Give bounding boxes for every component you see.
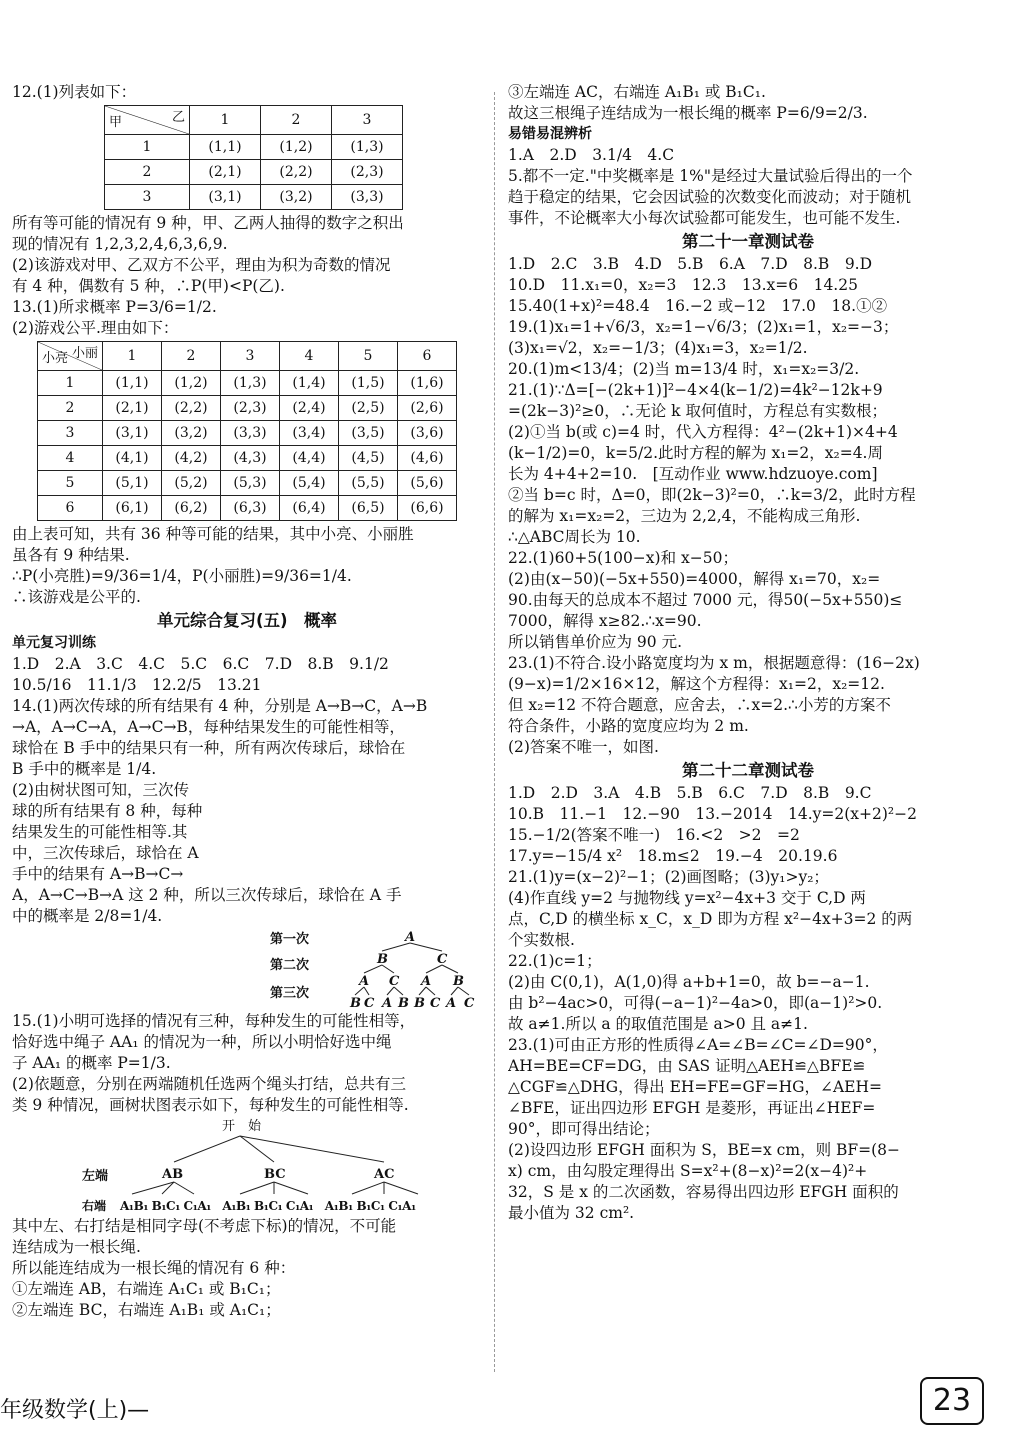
text-line: 1.D 2.A 3.C 4.C 5.C 6.C 7.D 8.B 9.1/2	[12, 655, 389, 673]
ball-tree-diagram	[12, 927, 482, 1011]
table-corner-cell	[38, 342, 103, 371]
text-line: 所以销售单价应为 90 元.	[508, 633, 683, 651]
table-cell: (6,1)	[103, 496, 162, 521]
text-line: 由上表可知，共有 36 种等可能的结果，其中小亮、小丽胜	[12, 525, 414, 543]
table-corner-top: 小丽	[71, 346, 98, 361]
text-line: B 手中的概率是 1/4.	[12, 760, 157, 778]
table-header-cell: 1	[103, 342, 162, 371]
text-line: 现的情况有 1,2,3,2,4,6,3,6,9.	[12, 235, 228, 253]
rope-tree-diagram	[12, 1116, 482, 1216]
text-line: 7000，解得 x≥82.∴x=90.	[508, 612, 702, 630]
tree-node-b: B	[414, 996, 425, 1011]
table-cell: (2,5)	[339, 396, 398, 421]
table-header-cell: 2	[261, 106, 332, 135]
table-cell: (4,3)	[221, 446, 280, 471]
table-header-cell: 4	[280, 342, 339, 371]
rope-tree-leaves: A₁B₁ B₁C₁ C₁A₁ A₁B₁ B₁C₁ C₁A₁ A₁B₁ B₁C₁ C₁A₁	[120, 1199, 416, 1213]
text-line: 15.40(1+x)²=48.4 16.−2 或−12 17.0 18.①②	[508, 297, 888, 315]
table-cell: (2,4)	[280, 396, 339, 421]
table-cell: (1,2)	[162, 371, 221, 396]
text-line: 19.(1)x₁=1+√6/3，x₂=1−√6/3；(2)x₁=1，x₂=−3；	[508, 318, 899, 336]
ch21-lines	[508, 254, 988, 758]
table-header-cell: 3	[221, 342, 280, 371]
text-line: ∠BFE，证出四边形 EFGH 是菱形，再证出∠HEF=	[508, 1099, 876, 1117]
table-cell: 5	[38, 471, 103, 496]
text-line: 点，C,D 的横坐标 x_C，x_D 即为方程 x²−4x+3=2 的两	[508, 910, 913, 928]
tree-level-label: 第二次	[270, 958, 310, 973]
table-cell: 2	[38, 396, 103, 421]
table-cell: (6,5)	[339, 496, 398, 521]
table-corner-left: 小亮	[42, 351, 69, 366]
table-cell: (2,1)	[103, 396, 162, 421]
text-line: ③左端连 AC，右端连 A₁B₁ 或 B₁C₁.	[508, 83, 766, 101]
q13-after-lines	[12, 524, 482, 608]
text-line: (2)游戏公平.理由如下：	[12, 319, 179, 337]
table-cell: (4,5)	[339, 446, 398, 471]
text-line: 5.都不一定."中奖概率是 1%"是经过大量试验后得出的一个	[508, 167, 913, 185]
tree-node-b: B	[453, 974, 464, 989]
text-line: 1.D 2.D 3.A 4.B 5.B 6.C 7.D 8.B 9.C	[508, 784, 872, 802]
table-cell: 6	[38, 496, 103, 521]
table-cell: (3,2)	[162, 421, 221, 446]
text-line: 连结成为一根长绳.	[12, 1238, 141, 1256]
table-corner-top: 乙	[171, 110, 185, 125]
table-cell: (2,2)	[162, 396, 221, 421]
text-line: 子 AA₁ 的概率 P=1/3.	[12, 1054, 171, 1072]
table-cell: (5,5)	[339, 471, 398, 496]
text-line: 长为 4+4+2=10. [互动作业 www.hdzuoye.com]	[508, 465, 878, 483]
page-number: 23	[920, 1377, 984, 1425]
text-line: (2)设四边形 EFGH 面积为 S，BE=x cm，则 BF=(8−	[508, 1141, 901, 1159]
table-cell: 3	[38, 421, 103, 446]
rope-tree-left-label: 左端	[82, 1169, 109, 1184]
text-line: 所有等可能的情况有 9 种，甲、乙两人抽得的数字之积出	[12, 214, 404, 232]
text-line: 22.(1)60+5(100−x)和 x−50；	[508, 549, 738, 567]
right-top-lines	[508, 82, 988, 124]
table-corner-cell	[105, 106, 190, 135]
tree-level-label: 第一次	[270, 932, 310, 947]
table-corner-left: 甲	[109, 115, 123, 130]
text-line: 20.(1)m<13/4；(2)当 m=13/4 时，x₁=x₂=3/2.	[508, 360, 860, 378]
table-cell: 2	[105, 160, 190, 185]
table-row	[38, 421, 457, 446]
column-divider	[494, 92, 496, 1372]
tree-node-c: C	[430, 996, 441, 1011]
text-line: 恰好选中绳子 AA₁ 的情况为一种，所以小明恰好选中绳	[12, 1033, 392, 1051]
text-line: 结果发生的可能性相等.其	[12, 823, 188, 841]
table-cell: (2,6)	[398, 396, 457, 421]
table-cell: 4	[38, 446, 103, 471]
text-line: 由 b²−4ac>0，可得(−a−1)²−4a>0，即(a−1)²>0.	[508, 994, 883, 1012]
table-cell: (1,3)	[221, 371, 280, 396]
tree-node-c: C	[464, 996, 475, 1011]
text-line: (2)由树状图可知，三次传	[12, 781, 189, 799]
text-line: 中的概率是 2/8=1/4.	[12, 907, 163, 925]
table-cell: (1,1)	[103, 371, 162, 396]
rope-tree-node-bc: BC	[264, 1167, 286, 1182]
text-line: 符合条件，小路的宽度应均为 2 m.	[508, 717, 749, 735]
table-row	[105, 185, 403, 210]
text-line: (3)x₁=√2，x₂=−1/3；(4)x₁=3，x₂=1/2.	[508, 339, 808, 357]
text-line: 球恰在 B 手中的结果只有一种，所有两次传球后，球恰在	[12, 739, 406, 757]
text-line: ∴△ABC周长为 10.	[508, 528, 641, 546]
table-cell: (3,5)	[339, 421, 398, 446]
tree-node-a: A	[405, 930, 416, 945]
table-cell: (6,3)	[221, 496, 280, 521]
table-cell: (2,3)	[221, 396, 280, 421]
table-row	[38, 471, 457, 496]
ch22-lines	[508, 783, 988, 1224]
table-cell: (5,4)	[280, 471, 339, 496]
table-cell: 1	[38, 371, 103, 396]
tree-node-a: A	[359, 974, 370, 989]
rope-tree-node-ab: AB	[162, 1167, 184, 1182]
tree-node-b: B	[350, 996, 361, 1011]
table-cell: (5,1)	[103, 471, 162, 496]
table-cell: (3,3)	[332, 185, 403, 210]
text-line: (4)作直线 y=2 与抛物线 y=x²−4x+3 交于 C,D 两	[508, 889, 866, 907]
q12-intro: 12.(1)列表如下：	[12, 83, 137, 101]
text-line: (k−1/2)=0，k=5/2.此时方程的解为 x₁=2，x₂=4.周	[508, 444, 883, 462]
right-column	[508, 82, 988, 1224]
rope-tree-lines	[12, 1116, 482, 1216]
text-line: 32，S 是 x 的二次函数，容易得出四边形 EFGH 面积的	[508, 1183, 899, 1201]
text-line: =(2k−3)²≥0，∴无论 k 取何值时，方程总有实数根；	[508, 402, 887, 420]
text-line: 虽各有 9 种结果.	[12, 546, 130, 564]
tree-node-c: C	[437, 952, 448, 967]
ch21-title: 第二十一章测试卷	[682, 232, 814, 251]
text-line: 个实数根.	[508, 931, 575, 949]
text-line: (2)答案不唯一，如图.	[508, 738, 659, 756]
text-line: 中，三次传球后，球恰在 A	[12, 844, 199, 862]
table-cell: (1,5)	[339, 371, 398, 396]
footer-book-title: 年级数学(上)—	[0, 1398, 150, 1423]
table-cell: (2,1)	[190, 160, 261, 185]
table-cell: (1,1)	[190, 135, 261, 160]
tree-node-a: A	[382, 996, 393, 1011]
text-line: x) cm，由勾股定理得出 S=x²+(8−x)²=2(x−4)²+	[508, 1162, 868, 1180]
text-line: (2)由 C(0,1)，A(1,0)得 a+b+1=0，故 b=−a−1.	[508, 973, 870, 991]
tree-node-a: A	[421, 974, 432, 989]
q15-lines	[12, 1011, 482, 1116]
rope-tree-start: 开 始	[222, 1119, 262, 1134]
table-row	[38, 446, 457, 471]
text-line: △CGF≌△DHG，得出 EH=FE=GF=HG，∠AEH=	[508, 1078, 882, 1096]
text-line: ∴该游戏是公平的.	[12, 588, 141, 606]
table-cell: (3,6)	[398, 421, 457, 446]
tree-level-label: 第三次	[270, 986, 310, 1001]
easy-lines	[508, 145, 988, 229]
text-line: ②当 b=c 时，Δ=0，即(2k−3)²=0，∴k=3/2，此时方程	[508, 486, 916, 504]
table-row	[38, 496, 457, 521]
text-line: 事件，不论概率大小每次试验都可能发生，也可能不发生.	[508, 209, 901, 227]
text-line: (2)①当 b(或 c)=4 时，代入方程得：4²−(2k+1)×4+4	[508, 423, 898, 441]
table-row	[38, 396, 457, 421]
text-line: 23.(1)不符合.设小路宽度均为 x m，根据题意得：(16−2x)	[508, 654, 920, 672]
table-cell: (2,2)	[261, 160, 332, 185]
table-cell: (6,6)	[398, 496, 457, 521]
table-cell: (4,2)	[162, 446, 221, 471]
table-header-cell: 2	[162, 342, 221, 371]
text-line: 所以能连结成为一根长绳的情况有 6 种：	[12, 1259, 296, 1277]
table-cell: (1,6)	[398, 371, 457, 396]
text-line: 有 4 种，偶数有 5 种，∴P(甲)<P(乙).	[12, 277, 285, 295]
text-line: 但 x₂=12 不符合题意，应舍去，∴x=2.∴小芳的方案不	[508, 696, 891, 714]
rope-tree-right-label: 右端	[82, 1199, 107, 1213]
text-line: A，A→C→B→A 这 2 种，所以三次传球后，球恰在 A 手	[12, 886, 402, 904]
table-header-cell: 6	[398, 342, 457, 371]
table-cell: (4,1)	[103, 446, 162, 471]
table-cell: (1,4)	[280, 371, 339, 396]
text-line: 故 a≠1.所以 a 的取值范围是 a>0 且 a≠1.	[508, 1015, 808, 1033]
table-cell: (6,2)	[162, 496, 221, 521]
tree-node-b: B	[398, 996, 409, 1011]
text-line: (2)依题意，分别在两端随机任选两个绳头打结，总共有三	[12, 1075, 406, 1093]
text-line: (9−x)=1/2×16×12，解这个方程得：x₁=2，x₂=12.	[508, 675, 885, 693]
text-line: 手中的结果有 A→B→C→	[12, 865, 184, 883]
table-13	[37, 341, 457, 521]
table-cell: (3,3)	[221, 421, 280, 446]
table-row	[105, 135, 403, 160]
section-title: 单元综合复习(五) 概率	[156, 611, 338, 630]
table-cell: (4,4)	[280, 446, 339, 471]
tree-node-c: C	[389, 974, 400, 989]
text-line: 14.(1)两次传球的所有结果有 4 种，分别是 A→B→C，A→B	[12, 697, 428, 715]
text-line: 13.(1)所求概率 P=3/6=1/2.	[12, 298, 217, 316]
table-cell: (4,6)	[398, 446, 457, 471]
table-cell: (1,2)	[261, 135, 332, 160]
text-line: 的解为 x₁=x₂=2，三边为 2,2,4，不能构成三角形.	[508, 507, 861, 525]
table-cell: (5,2)	[162, 471, 221, 496]
text-line: (2)该游戏对甲、乙双方不公平，理由为积为奇数的情况	[12, 256, 391, 274]
table-cell: (3,4)	[280, 421, 339, 446]
text-line: 10.B 11.−1 12.−90 13.−2014 14.y=2(x+2)²−2	[508, 805, 917, 823]
left-column	[12, 82, 482, 1321]
q12-lines	[12, 213, 482, 297]
review-subtitle: 单元复习训练	[12, 635, 96, 651]
text-line: 类 9 种情况，画树状图表示如下，每种发生的可能性相等.	[12, 1096, 409, 1114]
text-line: 22.(1)c=1；	[508, 952, 602, 970]
text-line: 球的所有结果有 8 种，每种	[12, 802, 203, 820]
table-cell: 1	[105, 135, 190, 160]
text-line: 10.D 11.x₁=0，x₂=3 12.3 13.x=6 14.25	[508, 276, 858, 294]
table-12	[104, 105, 403, 210]
q13-lines	[12, 297, 482, 339]
text-line: 趋于稳定的结果，它会因试验的次数变化而波动；对于随机	[508, 188, 912, 206]
table-cell: (3,1)	[190, 185, 261, 210]
table-header-cell: 1	[190, 106, 261, 135]
text-line: →A，A→C→A，A→C→B，每种结果发生的可能性相等，	[12, 718, 405, 736]
table-cell: (6,4)	[280, 496, 339, 521]
q15-after-lines	[12, 1216, 482, 1321]
text-line: (2)由(x−50)(−5x+550)=4000，解得 x₁=70，x₂=	[508, 570, 881, 588]
text-line: ∴P(小亮胜)=9/36=1/4，P(小丽胜)=9/36=1/4.	[12, 567, 352, 585]
ch22-title: 第二十二章测试卷	[682, 761, 814, 780]
table-header-cell: 5	[339, 342, 398, 371]
tree-node-a: A	[446, 996, 457, 1011]
text-line: 23.(1)可由正方形的性质得∠A=∠B=∠C=∠D=90°，	[508, 1036, 888, 1054]
table-cell: (3,1)	[103, 421, 162, 446]
text-line: 15.−1/2(答案不唯一) 16.<2 >2 =2	[508, 826, 800, 844]
text-line: 其中左、右打结是相同字母(不考虑下标)的情况，不可能	[12, 1217, 397, 1235]
tree-node-c: C	[364, 996, 375, 1011]
text-line: 最小值为 32 cm².	[508, 1204, 635, 1222]
table-cell: (2,3)	[332, 160, 403, 185]
table-cell: (5,3)	[221, 471, 280, 496]
table-header-cell: 3	[332, 106, 403, 135]
table-cell: (1,3)	[332, 135, 403, 160]
review-lines	[12, 654, 482, 927]
text-line: 10.5/16 11.1/3 12.2/5 13.21	[12, 676, 262, 694]
table-cell: (5,6)	[398, 471, 457, 496]
text-line: 90.由每天的总成本不超过 7000 元，得50(−5x+550)≤	[508, 591, 903, 609]
rope-tree-node-ac: AC	[374, 1167, 395, 1182]
text-line: 90°，即可得出结论；	[508, 1120, 660, 1138]
table-cell: 3	[105, 185, 190, 210]
text-line: 21.(1)y=(x−2)²−1；(2)画图略；(3)y₁>y₂；	[508, 868, 829, 886]
text-line: 21.(1)∵Δ=[−(2k+1)]²−4×4(k−1/2)=4k²−12k+9	[508, 381, 883, 399]
table-cell: (3,2)	[261, 185, 332, 210]
text-line: 故这三根绳子连结成为一根长绳的概率 P=6/9=2/3.	[508, 104, 868, 122]
tree-node-b: B	[377, 952, 388, 967]
text-line: 15.(1)小明可选择的情况有三种，每种发生的可能性相等，	[12, 1012, 416, 1030]
text-line: ②左端连 BC，右端连 A₁B₁ 或 A₁C₁；	[12, 1301, 281, 1319]
table2-wrapper	[37, 341, 482, 521]
table1-wrapper	[104, 105, 482, 210]
text-line: 17.y=−15/4 x² 18.m≤2 19.−4 20.19.6	[508, 847, 838, 865]
text-line: AH=BE=CF=DG，由 SAS 证明△AEH≌△BFE≌	[508, 1057, 866, 1075]
table-row	[105, 160, 403, 185]
easy-subtitle: 易错易混辨析	[508, 126, 592, 142]
table-row	[38, 371, 457, 396]
text-line: 1.D 2.C 3.B 4.D 5.B 6.A 7.D 8.B 9.D	[508, 255, 873, 273]
text-line: ①左端连 AB，右端连 A₁C₁ 或 B₁C₁；	[12, 1280, 281, 1298]
text-line: 1.A 2.D 3.1/4 4.C	[508, 146, 675, 164]
